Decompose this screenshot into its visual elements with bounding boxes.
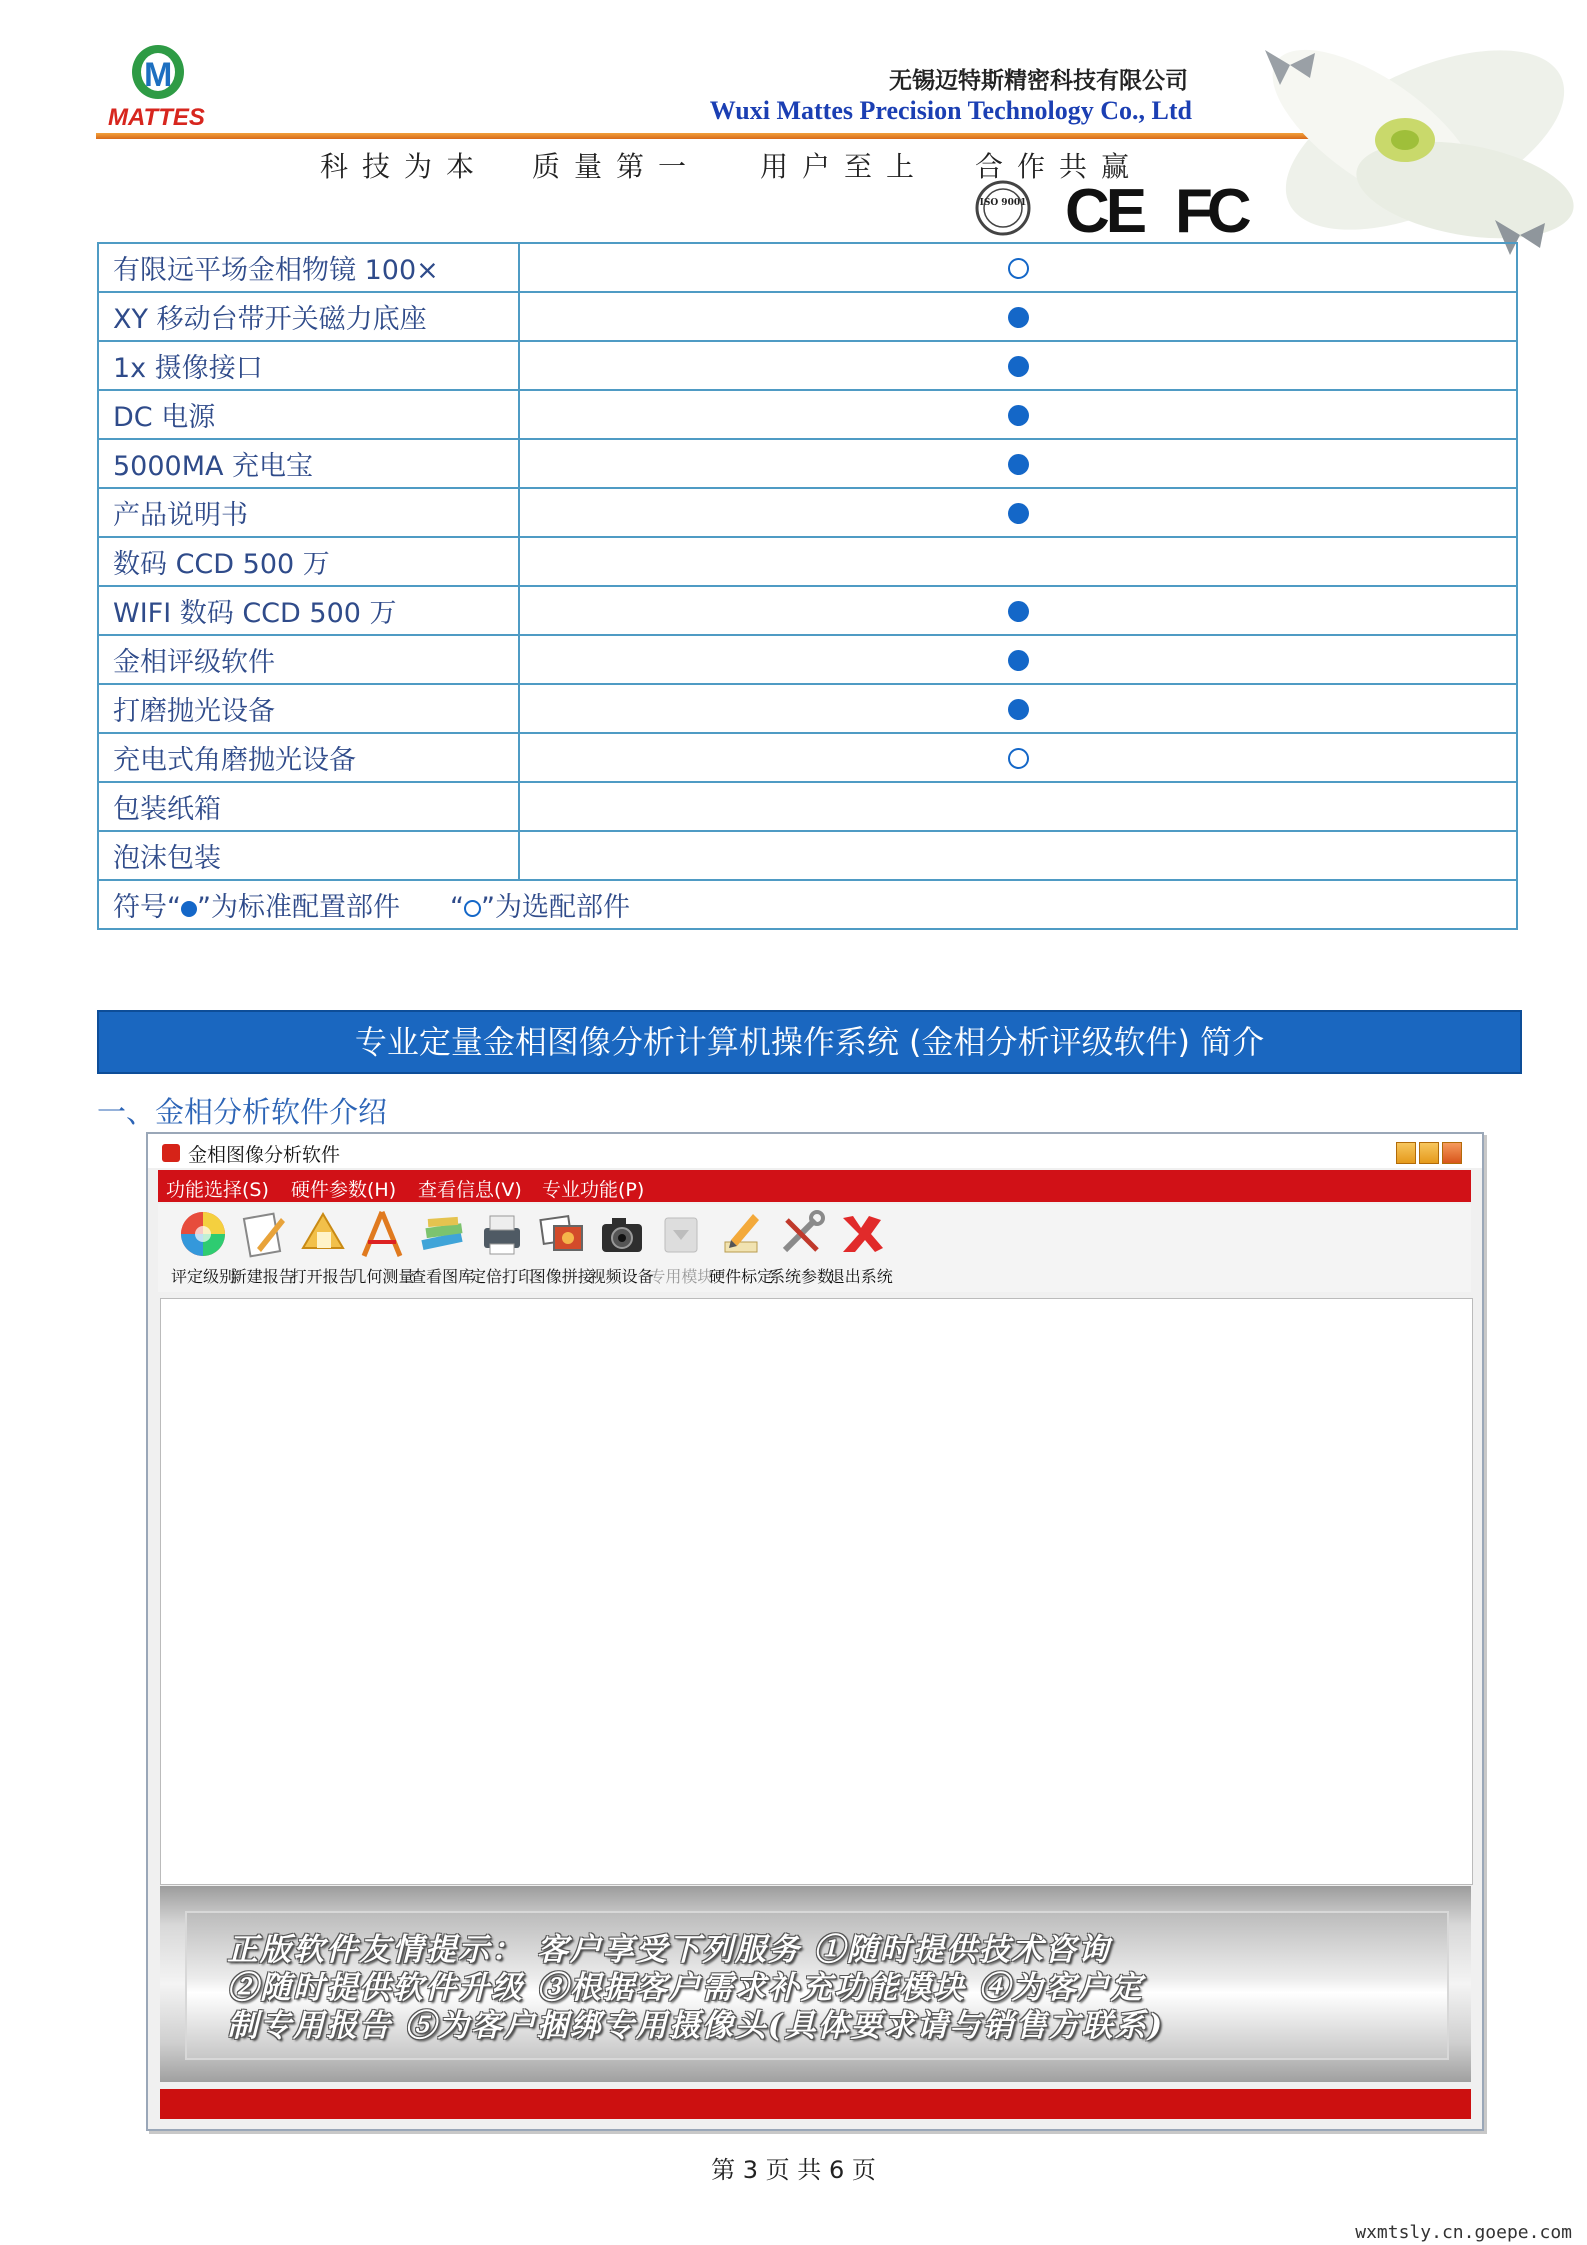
fc-mark-icon: FC bbox=[1175, 177, 1246, 246]
standard-dot-icon bbox=[1008, 601, 1029, 622]
maximize-button[interactable] bbox=[1419, 1142, 1439, 1164]
exit-x-icon bbox=[835, 1208, 887, 1260]
optional-circle-icon bbox=[1008, 748, 1029, 769]
banner-line: 制专用报告 ⑤为客户捆绑专用摄像头(具体要求请与销售方联系) bbox=[227, 2008, 1165, 2044]
toolbar bbox=[158, 1204, 1471, 1292]
config-mark-cell bbox=[519, 586, 1517, 635]
banner-frame bbox=[185, 1911, 1449, 2060]
config-mark-cell bbox=[519, 537, 1517, 586]
slogan-item: 用户至上 bbox=[760, 150, 929, 183]
svg-text:M: M bbox=[144, 56, 173, 94]
table-row bbox=[98, 537, 1517, 586]
standard-dot-icon bbox=[1008, 356, 1029, 377]
standard-dot-icon bbox=[181, 901, 197, 917]
config-mark-cell bbox=[519, 292, 1517, 341]
minimize-button[interactable] bbox=[1396, 1142, 1416, 1164]
table-row bbox=[98, 341, 1517, 390]
toolbar-button-label: 定倍打印 bbox=[469, 1267, 534, 1286]
config-mark-cell bbox=[519, 243, 1517, 292]
iso-9001-icon bbox=[975, 180, 1031, 236]
config-mark-cell bbox=[519, 635, 1517, 684]
table-row bbox=[98, 488, 1517, 537]
page-number: 第 3 页 共 6 页 bbox=[711, 2156, 876, 2184]
item-name-cell: DC 电源 bbox=[98, 390, 519, 439]
config-mark-cell bbox=[519, 341, 1517, 390]
item-name-cell: 产品说明书 bbox=[98, 488, 519, 537]
standard-dot-icon bbox=[1008, 650, 1029, 671]
table-row bbox=[98, 292, 1517, 341]
table-row bbox=[98, 782, 1517, 831]
item-name-cell: 泡沫包装 bbox=[98, 831, 519, 880]
item-name-cell: 有限远平场金相物镜 100× bbox=[98, 243, 519, 292]
toolbar-button-label: 退出系统 bbox=[828, 1267, 893, 1286]
table-row bbox=[98, 586, 1517, 635]
banner-line: 正版软件友情提示： 客户享受下列服务 ①随时提供技术咨询 bbox=[227, 1932, 1111, 1968]
toolbar-button-11[interactable] bbox=[820, 1208, 902, 1290]
header-divider bbox=[96, 133, 1396, 139]
license-notice-banner bbox=[160, 1886, 1471, 2082]
item-name-cell: 金相评级软件 bbox=[98, 635, 519, 684]
table-row bbox=[98, 635, 1517, 684]
legend-cell bbox=[98, 880, 1517, 929]
toolbar-button-label: 专用模块 bbox=[649, 1267, 714, 1286]
menu-function-select[interactable]: 功能选择(S) bbox=[166, 1179, 269, 1201]
menu-view-info[interactable]: 查看信息(V) bbox=[418, 1179, 522, 1201]
config-mark-cell bbox=[519, 831, 1517, 880]
item-name-cell: XY 移动台带开关磁力底座 bbox=[98, 292, 519, 341]
window-title: 金相图像分析软件 bbox=[188, 1144, 341, 1166]
status-bar bbox=[160, 2089, 1471, 2119]
table-row bbox=[98, 684, 1517, 733]
config-mark-cell bbox=[519, 390, 1517, 439]
toolbar-button-label: 视频设备 bbox=[589, 1267, 654, 1286]
item-name-cell: 5000MA 充电宝 bbox=[98, 439, 519, 488]
config-mark-cell bbox=[519, 733, 1517, 782]
config-mark-cell bbox=[519, 782, 1517, 831]
section-title-bar: 专业定量金相图像分析计算机操作系统 (金相分析评级软件) 简介 bbox=[97, 1010, 1522, 1074]
standard-dot-icon bbox=[1008, 699, 1029, 720]
company-name-en: Wuxi Mattes Precision Technology Co., Ltd bbox=[709, 96, 1192, 125]
table-row bbox=[98, 831, 1517, 880]
toolbar-button-label: 评定级别 bbox=[170, 1267, 235, 1286]
configuration-table bbox=[97, 242, 1518, 930]
config-mark-cell bbox=[519, 684, 1517, 733]
iso-label: ISO 9001 bbox=[979, 198, 1027, 208]
table-row bbox=[98, 733, 1517, 782]
toolbar-button-label: 硬件标定 bbox=[709, 1267, 774, 1286]
item-name-cell: 1x 摄像接口 bbox=[98, 341, 519, 390]
legend-text: ”为标准配置部件 bbox=[197, 892, 400, 923]
standard-dot-icon bbox=[1008, 307, 1029, 328]
menu-pro-features[interactable]: 专业功能(P) bbox=[542, 1179, 645, 1201]
toolbar-button-label: 几何测量 bbox=[350, 1267, 415, 1286]
banner-line: ②随时提供软件升级 ③根据客户需求补充功能模块 ④为客户定 bbox=[227, 1970, 1144, 2006]
toolbar-button-label: 新建报告 bbox=[230, 1267, 295, 1286]
item-name-cell: WIFI 数码 CCD 500 万 bbox=[98, 586, 519, 635]
banner-text bbox=[227, 1931, 1427, 2045]
standard-dot-icon bbox=[1008, 454, 1029, 475]
toolbar-button-label: 查看图库 bbox=[410, 1267, 475, 1286]
slogan-item: 科技为本 bbox=[320, 150, 489, 183]
table-row bbox=[98, 390, 1517, 439]
website-watermark: wxmtsly.cn.goepe.com bbox=[1355, 2222, 1572, 2243]
menu-bar bbox=[158, 1170, 1471, 1202]
image-workspace[interactable] bbox=[160, 1298, 1473, 1885]
software-window-screenshot bbox=[146, 1132, 1484, 2131]
toolbar-button-label: 图像拼接 bbox=[529, 1267, 594, 1286]
toolbar-button-label: 打开报告 bbox=[290, 1267, 355, 1286]
ce-mark-icon: CE bbox=[1065, 177, 1144, 246]
company-name-cn: 无锡迈特斯精密科技有限公司 bbox=[889, 67, 1188, 94]
item-name-cell: 包装纸箱 bbox=[98, 782, 519, 831]
slogan-item: 合作共赢 bbox=[975, 150, 1144, 183]
standard-dot-icon bbox=[1008, 405, 1029, 426]
toolbar-button-label: 系统参数 bbox=[768, 1267, 833, 1286]
legend-text: 符号“ bbox=[113, 892, 181, 923]
window-titlebar bbox=[148, 1134, 1482, 1168]
app-icon bbox=[162, 1144, 180, 1162]
standard-dot-icon bbox=[1008, 503, 1029, 524]
item-name-cell: 数码 CCD 500 万 bbox=[98, 537, 519, 586]
close-button[interactable] bbox=[1442, 1142, 1462, 1164]
config-mark-cell bbox=[519, 488, 1517, 537]
subsection-heading: 一、金相分析软件介绍 bbox=[97, 1095, 388, 1129]
menu-hardware-params[interactable]: 硬件参数(H) bbox=[291, 1179, 397, 1201]
legend-text: ”为选配部件 bbox=[481, 892, 630, 923]
logo-wordmark: MATTES bbox=[108, 104, 205, 131]
slogan-item: 质量第一 bbox=[532, 150, 701, 183]
item-name-cell: 打磨抛光设备 bbox=[98, 684, 519, 733]
legend-text: “ bbox=[450, 892, 464, 923]
optional-circle-icon bbox=[1008, 258, 1029, 279]
config-mark-cell bbox=[519, 439, 1517, 488]
optional-circle-icon bbox=[464, 900, 481, 917]
item-name-cell: 充电式角磨抛光设备 bbox=[98, 733, 519, 782]
flower-decoration bbox=[1205, 20, 1587, 280]
table-row bbox=[98, 439, 1517, 488]
table-row bbox=[98, 243, 1517, 292]
legend-row bbox=[98, 880, 1517, 929]
